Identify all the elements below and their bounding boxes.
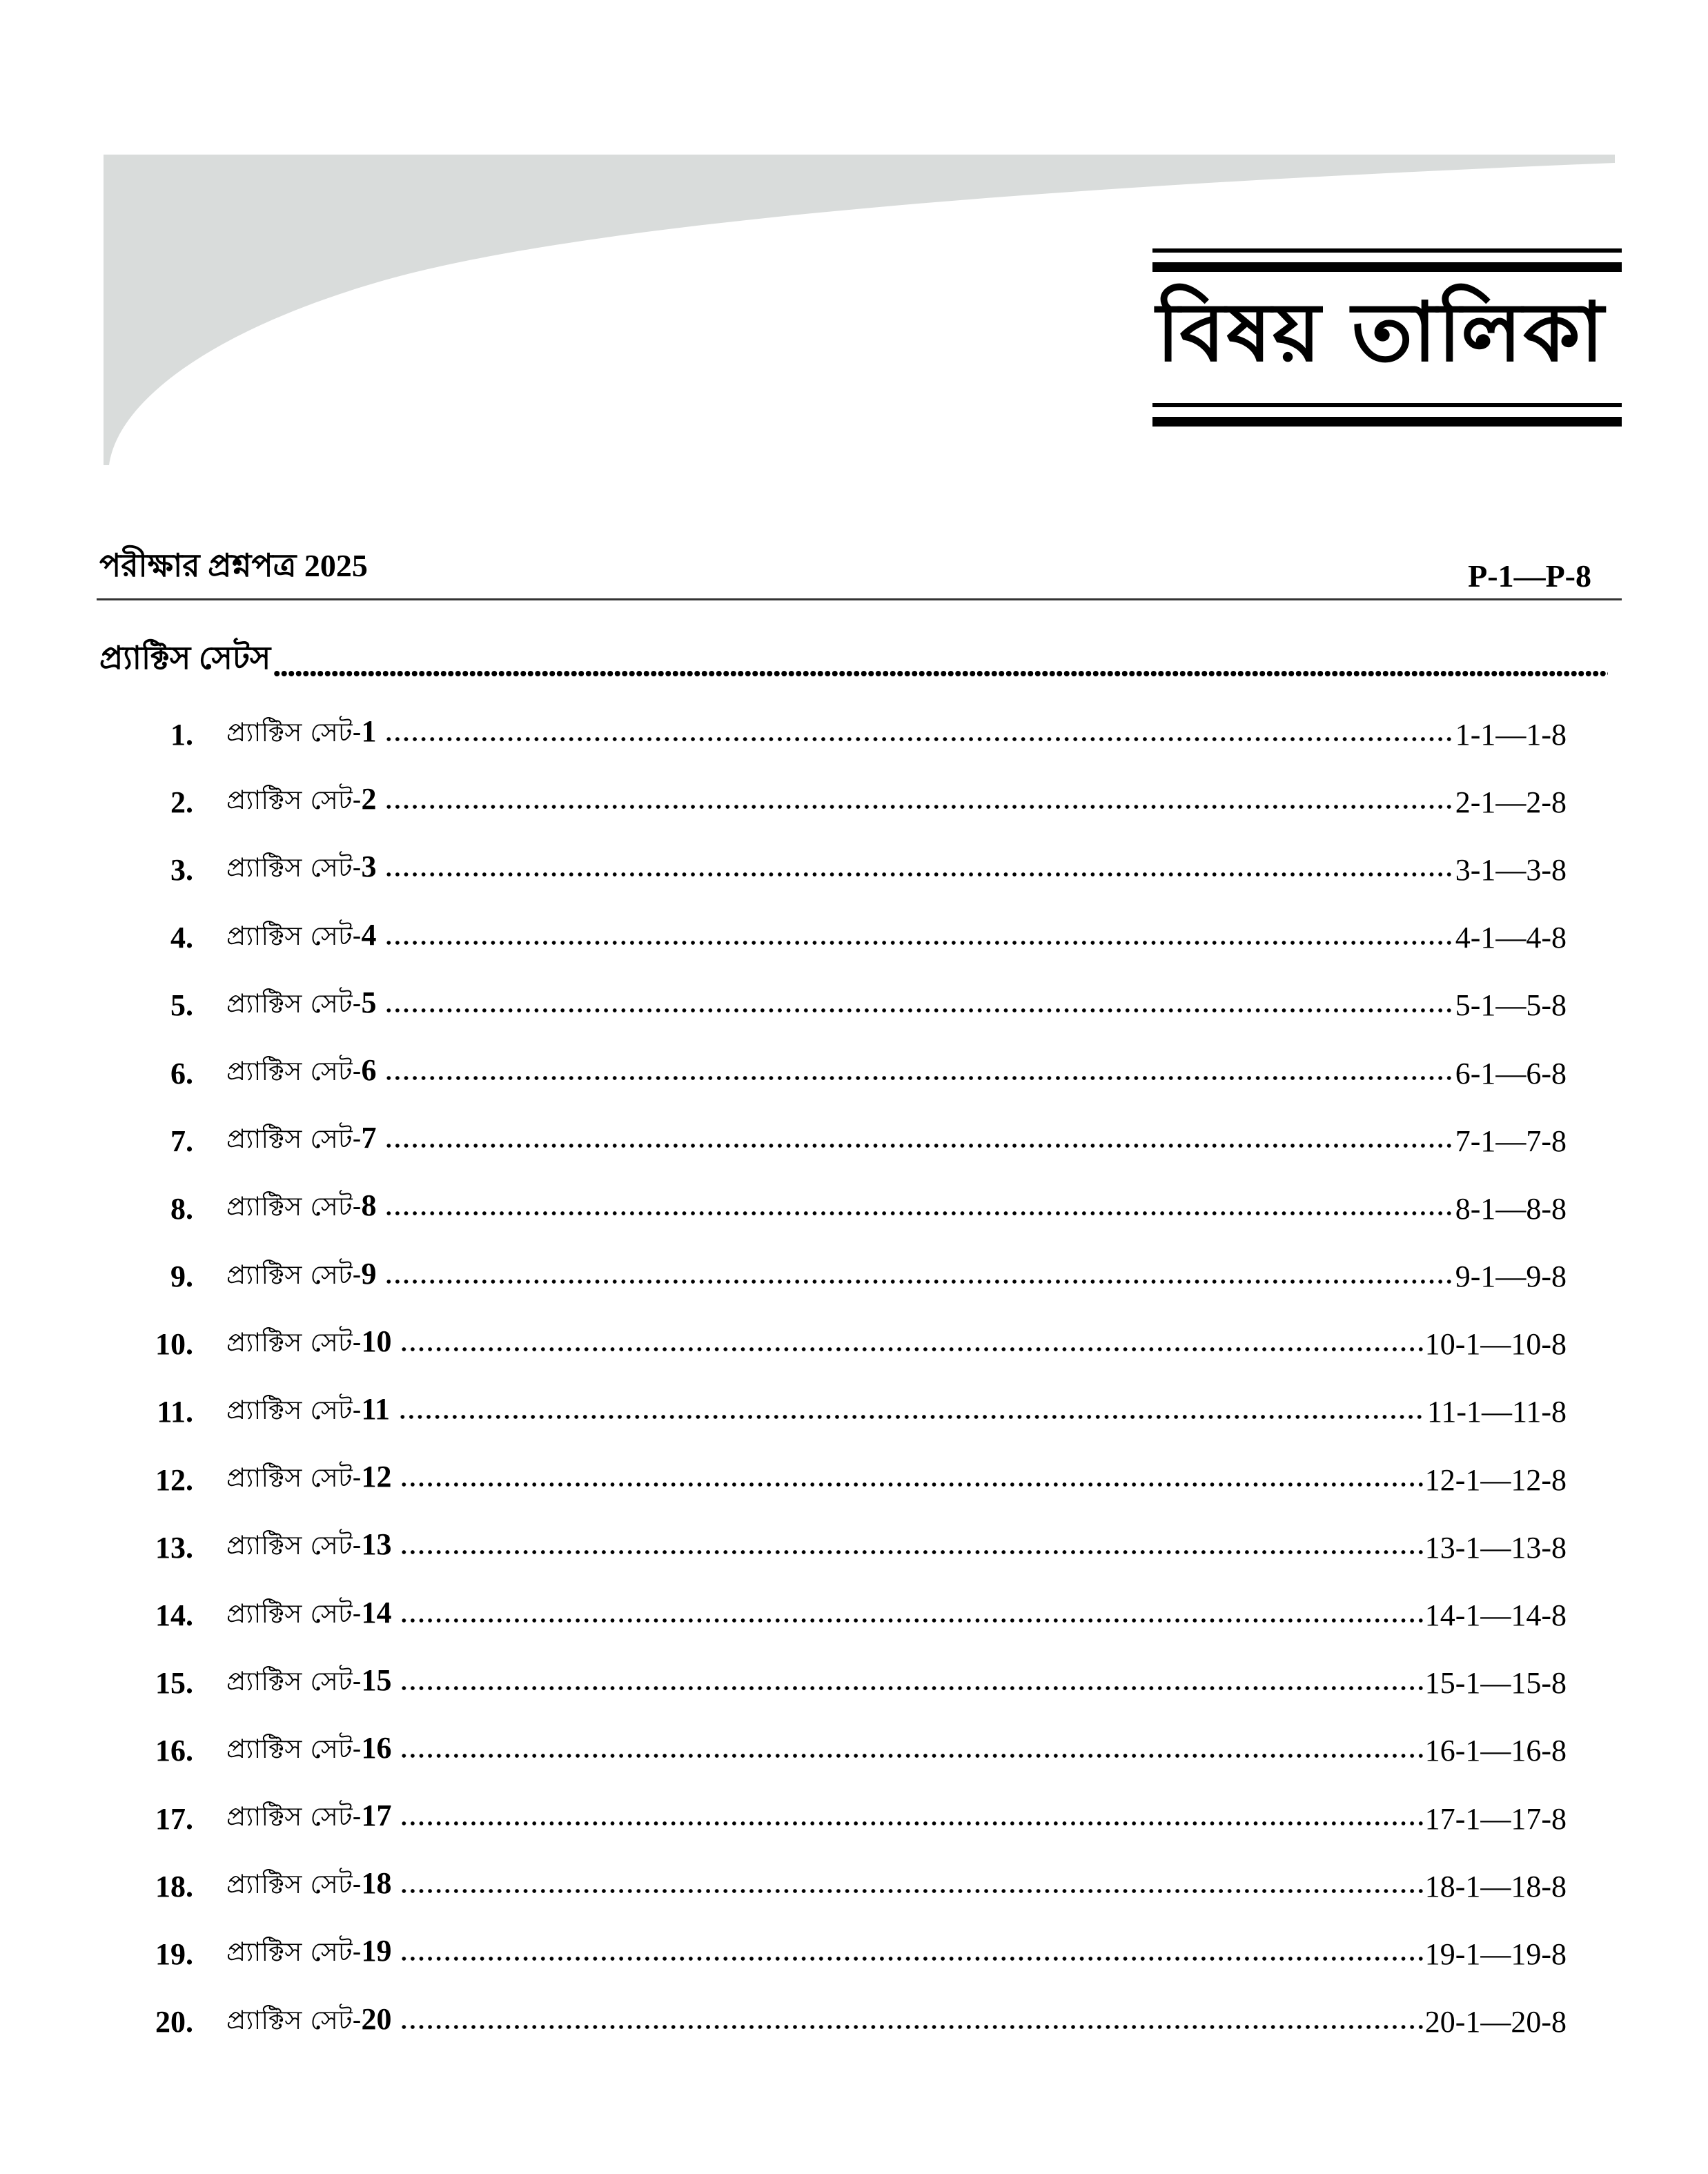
entry-title-text: প্র্যাক্টিস সেট- (226, 1462, 362, 1494)
entry-title (226, 983, 376, 1028)
section-label: প্র্যাক্টিস সেটস (99, 640, 271, 676)
entry-page-range: 1-1—1-8 (1455, 717, 1567, 752)
entry-number: 6. (170, 1056, 193, 1090)
entry-title (226, 1051, 376, 1095)
entry-number: 18. (155, 1869, 193, 1903)
entry-set-number: 19 (361, 1934, 392, 1968)
entry-title (226, 1186, 376, 1231)
entry-title-text: প্র্যাক্টিস সেট- (226, 1124, 362, 1155)
entry-set-number: 5 (361, 985, 377, 1019)
entry-set-number: 9 (361, 1256, 377, 1291)
entry-title-text: প্র্যাক্টিস সেট- (226, 1259, 362, 1290)
entry-title (226, 1729, 391, 1773)
entry-number: 13. (155, 1530, 193, 1565)
entry-title-text: প্র্যাক্টিস সেট- (226, 1733, 362, 1764)
dot-leader (400, 1956, 1423, 1961)
entry-title-text: প্র্যাক্টিস সেট- (226, 920, 362, 951)
entry-page-range: 14-1—14-8 (1424, 1598, 1567, 1633)
toc-entry[interactable] (131, 1107, 1567, 1175)
dot-leader (273, 670, 1608, 677)
entry-title (226, 1119, 376, 1163)
entry-title (226, 1864, 391, 1908)
dot-leader (400, 1482, 1423, 1487)
entry-number: 2. (170, 785, 193, 819)
entry-number: 7. (170, 1124, 193, 1158)
entry-title (226, 916, 376, 960)
entry-number: 16. (155, 1734, 193, 1768)
entry-number: 10. (155, 1327, 193, 1362)
entry-set-number: 10 (361, 1324, 392, 1358)
toc-entry[interactable] (131, 904, 1567, 972)
page-title: বিষয় তালিকা (1156, 284, 1605, 380)
entry-title-text: প্র্যাক্টিস সেট- (226, 785, 362, 816)
dot-leader (384, 1279, 1453, 1284)
dot-leader (384, 804, 1453, 810)
entry-page-range: 17-1—17-8 (1424, 1801, 1567, 1836)
toc-entry[interactable] (131, 1243, 1567, 1311)
dot-leader (384, 1075, 1453, 1081)
entry-page-range: 12-1—12-8 (1424, 1462, 1567, 1497)
entry-title (226, 712, 376, 756)
entry-set-number: 8 (361, 1188, 377, 1223)
entry-title-text: প্র্যাক্টিস সেট- (226, 1056, 362, 1087)
entry-title (226, 1322, 391, 1367)
dot-leader (384, 1143, 1453, 1148)
entry-number: 12. (155, 1462, 193, 1497)
toc-entry[interactable] (131, 1039, 1567, 1107)
heading-page-range: P-1—P-8 (1468, 558, 1591, 594)
entry-title (226, 1458, 391, 1502)
toc-entry[interactable] (131, 701, 1567, 768)
entry-set-number: 2 (361, 782, 377, 816)
entry-page-range: 18-1—18-8 (1424, 1869, 1567, 1903)
dot-leader (400, 1821, 1423, 1826)
entry-page-range: 4-1—4-8 (1455, 921, 1567, 955)
entry-page-range: 5-1—5-8 (1455, 988, 1567, 1023)
toc-entry[interactable] (131, 768, 1567, 836)
entry-page-range: 19-1—19-8 (1424, 1937, 1567, 1971)
entry-set-number: 15 (361, 1663, 392, 1697)
title-block (1152, 248, 1622, 427)
dot-leader (384, 736, 1453, 742)
entry-number: 1. (170, 717, 193, 752)
entry-title-text: প্র্যাক্টিস সেট- (226, 2004, 362, 2035)
entry-number: 14. (155, 1598, 193, 1633)
entry-number: 11. (157, 1395, 193, 1429)
dot-leader (398, 1414, 1426, 1420)
entry-set-number: 11 (361, 1391, 391, 1426)
entry-page-range: 13-1—13-8 (1424, 1530, 1567, 1565)
entry-title-text: প্র্যাক্টিস সেট- (226, 1530, 362, 1561)
entry-number: 15. (155, 1666, 193, 1701)
dot-leader (400, 1549, 1423, 1555)
entry-number: 5. (170, 988, 193, 1023)
entry-title-text: প্র্যাক্টিস সেট- (226, 1394, 362, 1425)
entry-set-number: 6 (361, 1053, 377, 1088)
entry-title-text: প্র্যাক্টিস সেট- (226, 1801, 362, 1832)
entry-title-text: প্র্যাক্টিস সেট- (226, 1598, 362, 1629)
toc-entry[interactable] (131, 1852, 1567, 1920)
toc-entry[interactable] (131, 972, 1567, 1039)
toc-entry[interactable] (131, 1988, 1567, 2056)
entry-number: 9. (170, 1260, 193, 1294)
entry-title (226, 1390, 390, 1434)
entry-page-range: 6-1—6-8 (1455, 1056, 1567, 1090)
entry-title-text: প্র্যাক্টিস সেট- (226, 1665, 362, 1696)
entry-page-range: 10-1—10-8 (1424, 1327, 1567, 1362)
toc-entry[interactable] (131, 1717, 1567, 1785)
entry-number: 17. (155, 1801, 193, 1836)
entry-number: 4. (170, 921, 193, 955)
entry-page-range: 2-1—2-8 (1455, 785, 1567, 819)
dot-leader (400, 1753, 1423, 1759)
entry-set-number: 3 (361, 850, 377, 884)
entry-set-number: 13 (361, 1527, 392, 1562)
entry-title-text: প্র্যাক্টিস সেট- (226, 988, 362, 1019)
entry-title (226, 1525, 391, 1569)
dot-leader (400, 1888, 1423, 1894)
toc-entry[interactable] (131, 1446, 1567, 1514)
entry-title-text: প্র্যাক্টিস সেট- (226, 1937, 362, 1968)
entry-page-range: 11-1—11-8 (1426, 1395, 1567, 1429)
entry-set-number: 1 (361, 714, 377, 749)
entry-page-range: 7-1—7-8 (1455, 1124, 1567, 1158)
entry-title (226, 1255, 376, 1299)
entry-set-number: 16 (361, 1730, 392, 1765)
entry-page-range: 16-1—16-8 (1424, 1734, 1567, 1768)
toc-entry[interactable] (131, 1514, 1567, 1581)
entry-number: 8. (170, 1191, 193, 1226)
entry-title (226, 780, 376, 824)
entry-number: 3. (170, 852, 193, 887)
entry-title-text: প্র্যাক্টিস সেট- (226, 717, 362, 748)
toc-entry[interactable] (131, 1378, 1567, 1446)
dot-leader (384, 940, 1453, 946)
toc-entry[interactable] (131, 1175, 1567, 1242)
entry-title (226, 1661, 391, 1705)
table-of-contents (131, 701, 1567, 2056)
entry-page-range: 8-1—8-8 (1455, 1191, 1567, 1226)
entry-title (226, 1594, 391, 1638)
entry-set-number: 7 (361, 1121, 377, 1155)
dot-leader (384, 872, 1453, 877)
entry-title (226, 1932, 391, 1976)
title-rule-bottom-thick (1152, 417, 1622, 427)
heading-label: পরীক্ষার প্রশ্নপত্র 2025 (99, 548, 368, 583)
question-paper-heading[interactable] (97, 548, 1622, 600)
entry-set-number: 17 (361, 1799, 392, 1833)
entry-page-range: 15-1—15-8 (1424, 1666, 1567, 1701)
toc-entry[interactable] (131, 1581, 1567, 1649)
section-heading-practice-sets[interactable] (97, 638, 1608, 687)
toc-entry[interactable] (131, 836, 1567, 903)
entry-page-range: 20-1—20-8 (1424, 2005, 1567, 2039)
entry-set-number: 20 (361, 2001, 392, 2036)
entry-title-text: প্র্যাক্টিস সেট- (226, 1191, 362, 1222)
entry-title (226, 1796, 391, 1841)
entry-set-number: 14 (361, 1595, 392, 1629)
entry-title (226, 2000, 391, 2044)
dot-leader (400, 1618, 1423, 1623)
dot-leader (400, 1346, 1423, 1352)
toc-entry[interactable] (131, 1311, 1567, 1378)
entry-title (226, 848, 376, 892)
toc-entry[interactable] (131, 1649, 1567, 1717)
entry-set-number: 12 (361, 1460, 392, 1494)
entry-number: 19. (155, 1937, 193, 1971)
dot-leader (400, 2024, 1423, 2030)
entry-title-text: প্র্যাক্টিস সেট- (226, 1869, 362, 1900)
toc-entry[interactable] (131, 1920, 1567, 1988)
entry-page-range: 3-1—3-8 (1455, 852, 1567, 887)
entry-set-number: 18 (361, 1866, 392, 1901)
dot-leader (384, 1211, 1453, 1216)
toc-entry[interactable] (131, 1785, 1567, 1852)
entry-set-number: 4 (361, 917, 377, 952)
entry-number: 20. (155, 2005, 193, 2039)
entry-page-range: 9-1—9-8 (1455, 1260, 1567, 1294)
entry-title-text: প্র্যাক্টিস সেট- (226, 852, 362, 883)
dot-leader (384, 1008, 1453, 1013)
dot-leader (400, 1685, 1423, 1691)
entry-title-text: প্র্যাক্টিস সেট- (226, 1326, 362, 1358)
